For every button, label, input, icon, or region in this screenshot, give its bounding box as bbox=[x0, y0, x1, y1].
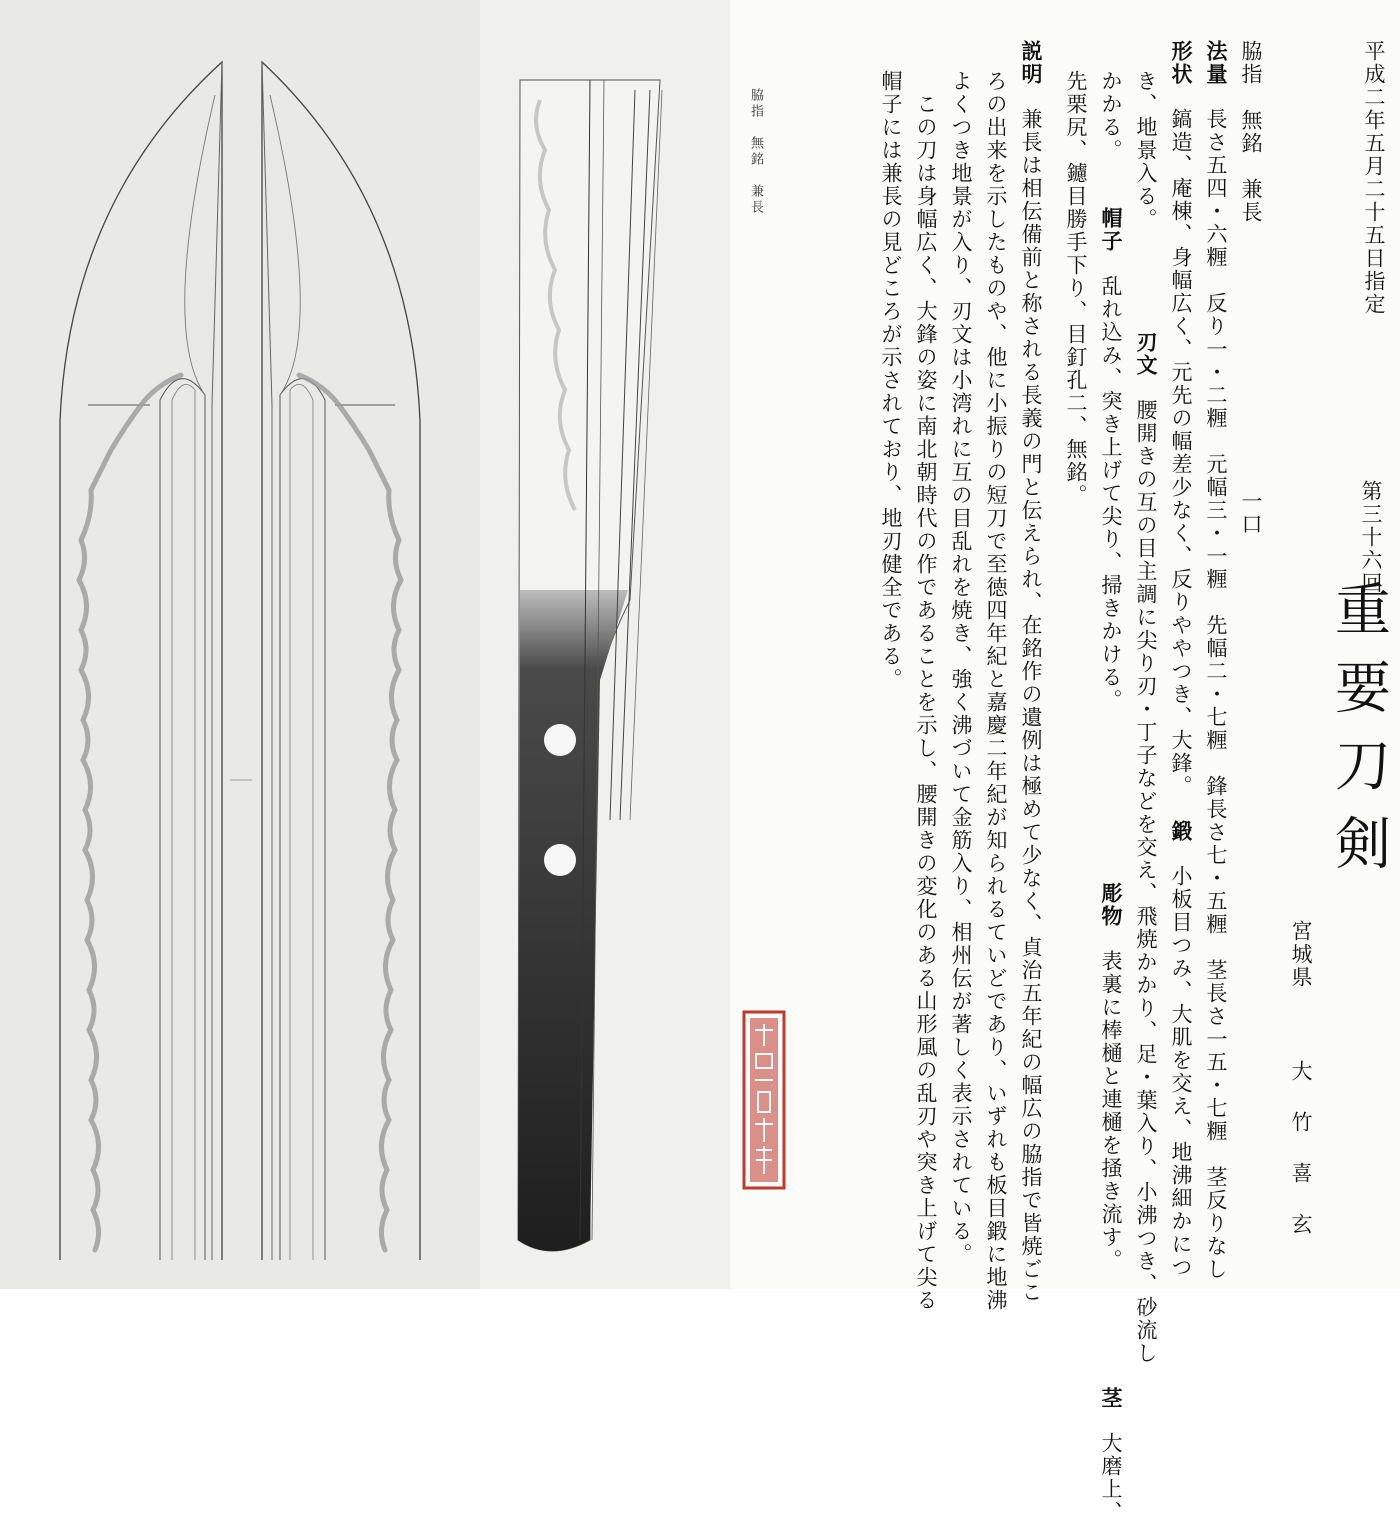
keijo-label: 形状 bbox=[1169, 40, 1193, 86]
hamon-cont: かかる。 bbox=[1099, 70, 1123, 162]
designation-session: 第三十六回 bbox=[1359, 480, 1383, 595]
side-caption: 脇指 無銘 兼長 bbox=[748, 88, 763, 216]
designation-date: 平成二年五月二十五日指定 bbox=[1362, 40, 1386, 316]
setsumei-line-1 bbox=[1020, 40, 1041, 1304]
item-count: 一口 bbox=[1239, 490, 1263, 536]
boshi-label: 帽子 bbox=[1099, 207, 1123, 253]
horimono-text: 表裏に棒樋と連樋を掻き流す。 bbox=[1099, 950, 1123, 1272]
keijo-kitae-line bbox=[1170, 40, 1191, 1279]
tang-photo-illustration bbox=[480, 0, 730, 1289]
designation-prefecture: 宮城県 bbox=[1289, 920, 1313, 989]
blade-tracing-illustration bbox=[0, 0, 480, 1289]
boshi-text: 乱れ込み、突き上げて尖り、掃きかける。 bbox=[1099, 275, 1123, 712]
setsumei-p1-line2: ろの出来を示したものや、他に小振りの短刀で至徳四年紀と嘉慶二年紀が知られるていどであり、いずれも板目鍛に地沸 bbox=[984, 70, 1008, 1312]
tang-photograph bbox=[480, 0, 730, 1289]
kitae-cont: き、地景入る。 bbox=[1134, 70, 1158, 231]
red-seal-stamp bbox=[742, 1010, 786, 1190]
setsumei-p1-line1: 兼長は相伝備前と称される長義の門と伝えられ、在銘作の遺例は極めて少なく、貞治五年紀の幅広の脇指で皆焼ごこ bbox=[1019, 108, 1043, 1304]
nakago-cont: 先栗尻、鑢目勝手下り、目釘孔二、無銘。 bbox=[1064, 70, 1088, 507]
setsumei-label: 説明 bbox=[1019, 40, 1043, 86]
oshigata-tracing bbox=[0, 0, 480, 1289]
hamon-label: 刃文 bbox=[1134, 331, 1158, 377]
nakago-label: 茎 bbox=[1099, 1387, 1123, 1410]
horimono-label: 彫物 bbox=[1099, 882, 1123, 928]
kitae-cont-line bbox=[1135, 70, 1156, 1365]
setsumei-p1-line3: よくつき地景が入り、刃文は小湾れに互の目乱れを焼き、強く沸づいて金筋入り、相州伝が著しく表示されている。 bbox=[949, 70, 973, 1266]
nakago-text: 大磨上、 bbox=[1099, 1432, 1123, 1524]
item-name: 脇指 無銘 兼長 bbox=[1239, 40, 1263, 224]
setsumei-p2-line2: 帽子には兼長の見どころが示されており、地刃健全である。 bbox=[879, 70, 903, 691]
hamon-cont-line bbox=[1100, 70, 1121, 1524]
designation-owner: 大竹喜玄 bbox=[1289, 1060, 1313, 1264]
setsumei-p2-line1: この刀は身幅広く、大鋒の姿に南北朝時代の作であることを示し、腰開きの変化のある山形風の乱刃や突き上げて尖る bbox=[914, 93, 938, 1312]
hoyo-text: 長さ五四・六糎 反り一・二糎 元幅三・一糎 先幅二・七糎 鋒長さ七・五糎 茎長さ一五・七糎 茎反りなし bbox=[1204, 108, 1228, 1281]
hoyo-label: 法量 bbox=[1204, 40, 1228, 86]
kitae-text: 小板目つみ、大肌を交え、地沸細かにつ bbox=[1169, 865, 1193, 1279]
hamon-text: 腰開きの互の目主調に尖り刃・丁子などを交え、飛焼かかり、足・葉入り、小沸つき、砂流し bbox=[1134, 399, 1158, 1365]
keijo-text: 鎬造、庵棟、身幅広く、元先の幅差少なく、反りややつき、大鋒。 bbox=[1169, 108, 1193, 798]
kitae-label: 鍛 bbox=[1169, 820, 1193, 843]
hoyo-line bbox=[1205, 40, 1226, 1281]
designation-title: 重要刀剣 bbox=[1326, 580, 1391, 892]
